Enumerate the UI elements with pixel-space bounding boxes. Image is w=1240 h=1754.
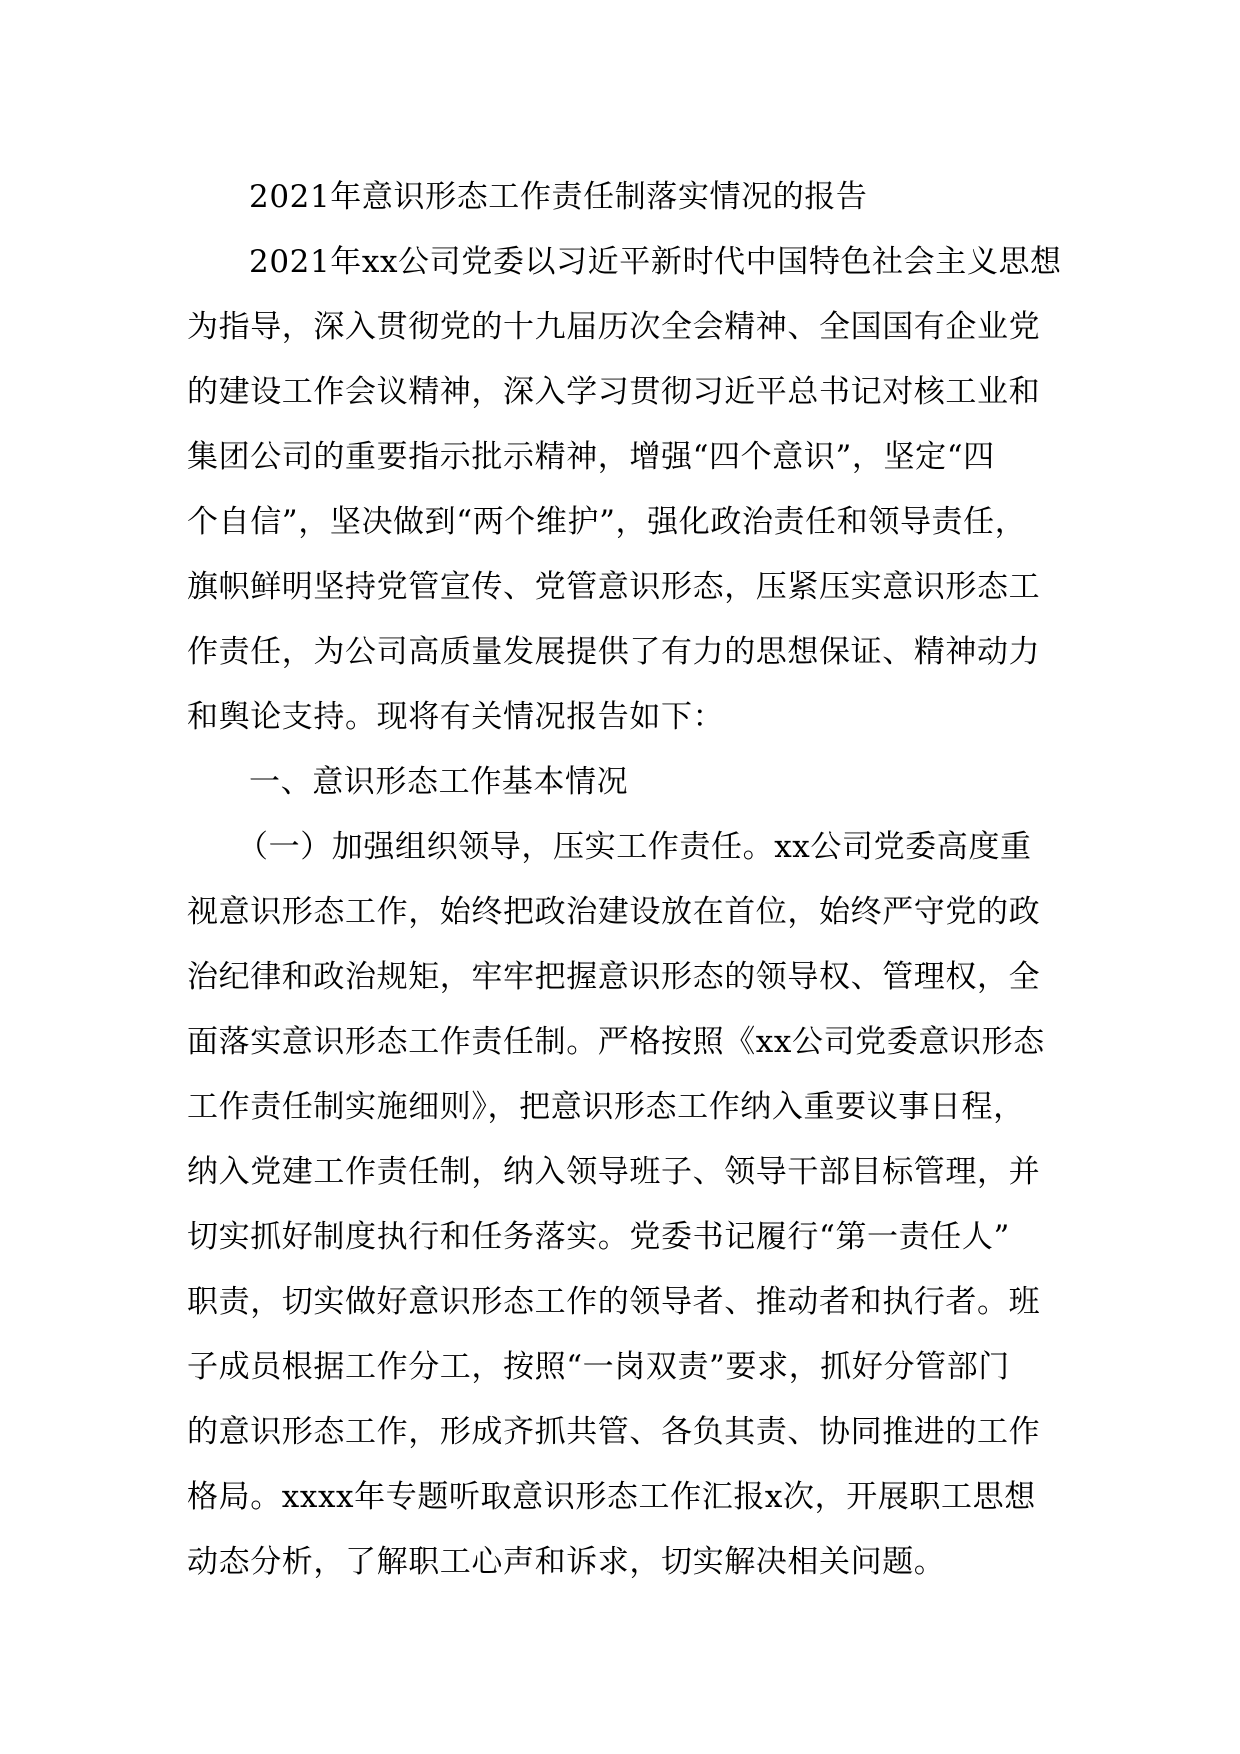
document-body bbox=[187, 165, 1072, 1595]
paragraph-intro-line: 作责任，为公司高质量发展提供了有力的思想保证、精神动力 bbox=[187, 634, 1041, 670]
subsection-line: 动态分析，了解职工心声和诉求，切实解决相关问题。 bbox=[187, 1544, 946, 1580]
paragraph-intro-line: 为指导，深入贯彻党的十九届历次全会精神、全国国有企业党 bbox=[187, 309, 1041, 345]
paragraph-intro-line: 的建设工作会议精神，深入学习贯彻习近平总书记对核工业和 bbox=[187, 374, 1041, 410]
subsection-line: 纳入党建工作责任制，纳入领导班子、领导干部目标管理，并 bbox=[187, 1154, 1041, 1190]
subsection-line: 视意识形态工作，始终把政治建设放在首位，始终严守党的政 bbox=[187, 894, 1041, 930]
subsection-line: 面落实意识形态工作责任制。严格按照《xx公司党委意识形态 bbox=[187, 1024, 1045, 1060]
paragraph-intro-line: 集团公司的重要指示批示精神，增强“四个意识”，坚定“四 bbox=[187, 439, 995, 475]
subsection-line: （一）加强组织领导，压实工作责任。xx公司党委高度重 bbox=[237, 829, 1032, 865]
paragraph-intro-line: 2021年xx公司党委以习近平新时代中国特色社会主义思想 bbox=[249, 244, 1062, 280]
subsection-line: 格局。xxxx年专题听取意识形态工作汇报x次，开展职工思想 bbox=[187, 1479, 1036, 1515]
subsection-line: 治纪律和政治规矩，牢牢把握意识形态的领导权、管理权，全 bbox=[187, 959, 1041, 995]
paragraph-intro-line: 个自信”，坚决做到“两个维护”，强化政治责任和领导责任， bbox=[187, 504, 1027, 540]
subsection-line: 工作责任制实施细则》，把意识形态工作纳入重要议事日程， bbox=[187, 1089, 1025, 1125]
subsection-line: 子成员根据工作分工，按照“一岗双责”要求，抓好分管部门 bbox=[187, 1349, 1010, 1385]
paragraph-intro-line: 旗帜鲜明坚持党管宣传、党管意识形态，压紧压实意识形态工 bbox=[187, 569, 1041, 605]
subsection-line: 切实抓好制度执行和任务落实。党委书记履行“第一责任人” bbox=[187, 1219, 1010, 1255]
document-title: 2021年意识形态工作责任制落实情况的报告 bbox=[249, 179, 868, 215]
subsection-line: 的意识形态工作，形成齐抓共管、各负其责、协同推进的工作 bbox=[187, 1414, 1041, 1450]
subsection-line: 职责，切实做好意识形态工作的领导者、推动者和执行者。班 bbox=[187, 1284, 1041, 1320]
paragraph-intro-line: 和舆论支持。现将有关情况报告如下： bbox=[187, 699, 725, 735]
section-heading: 一、意识形态工作基本情况 bbox=[249, 764, 629, 800]
